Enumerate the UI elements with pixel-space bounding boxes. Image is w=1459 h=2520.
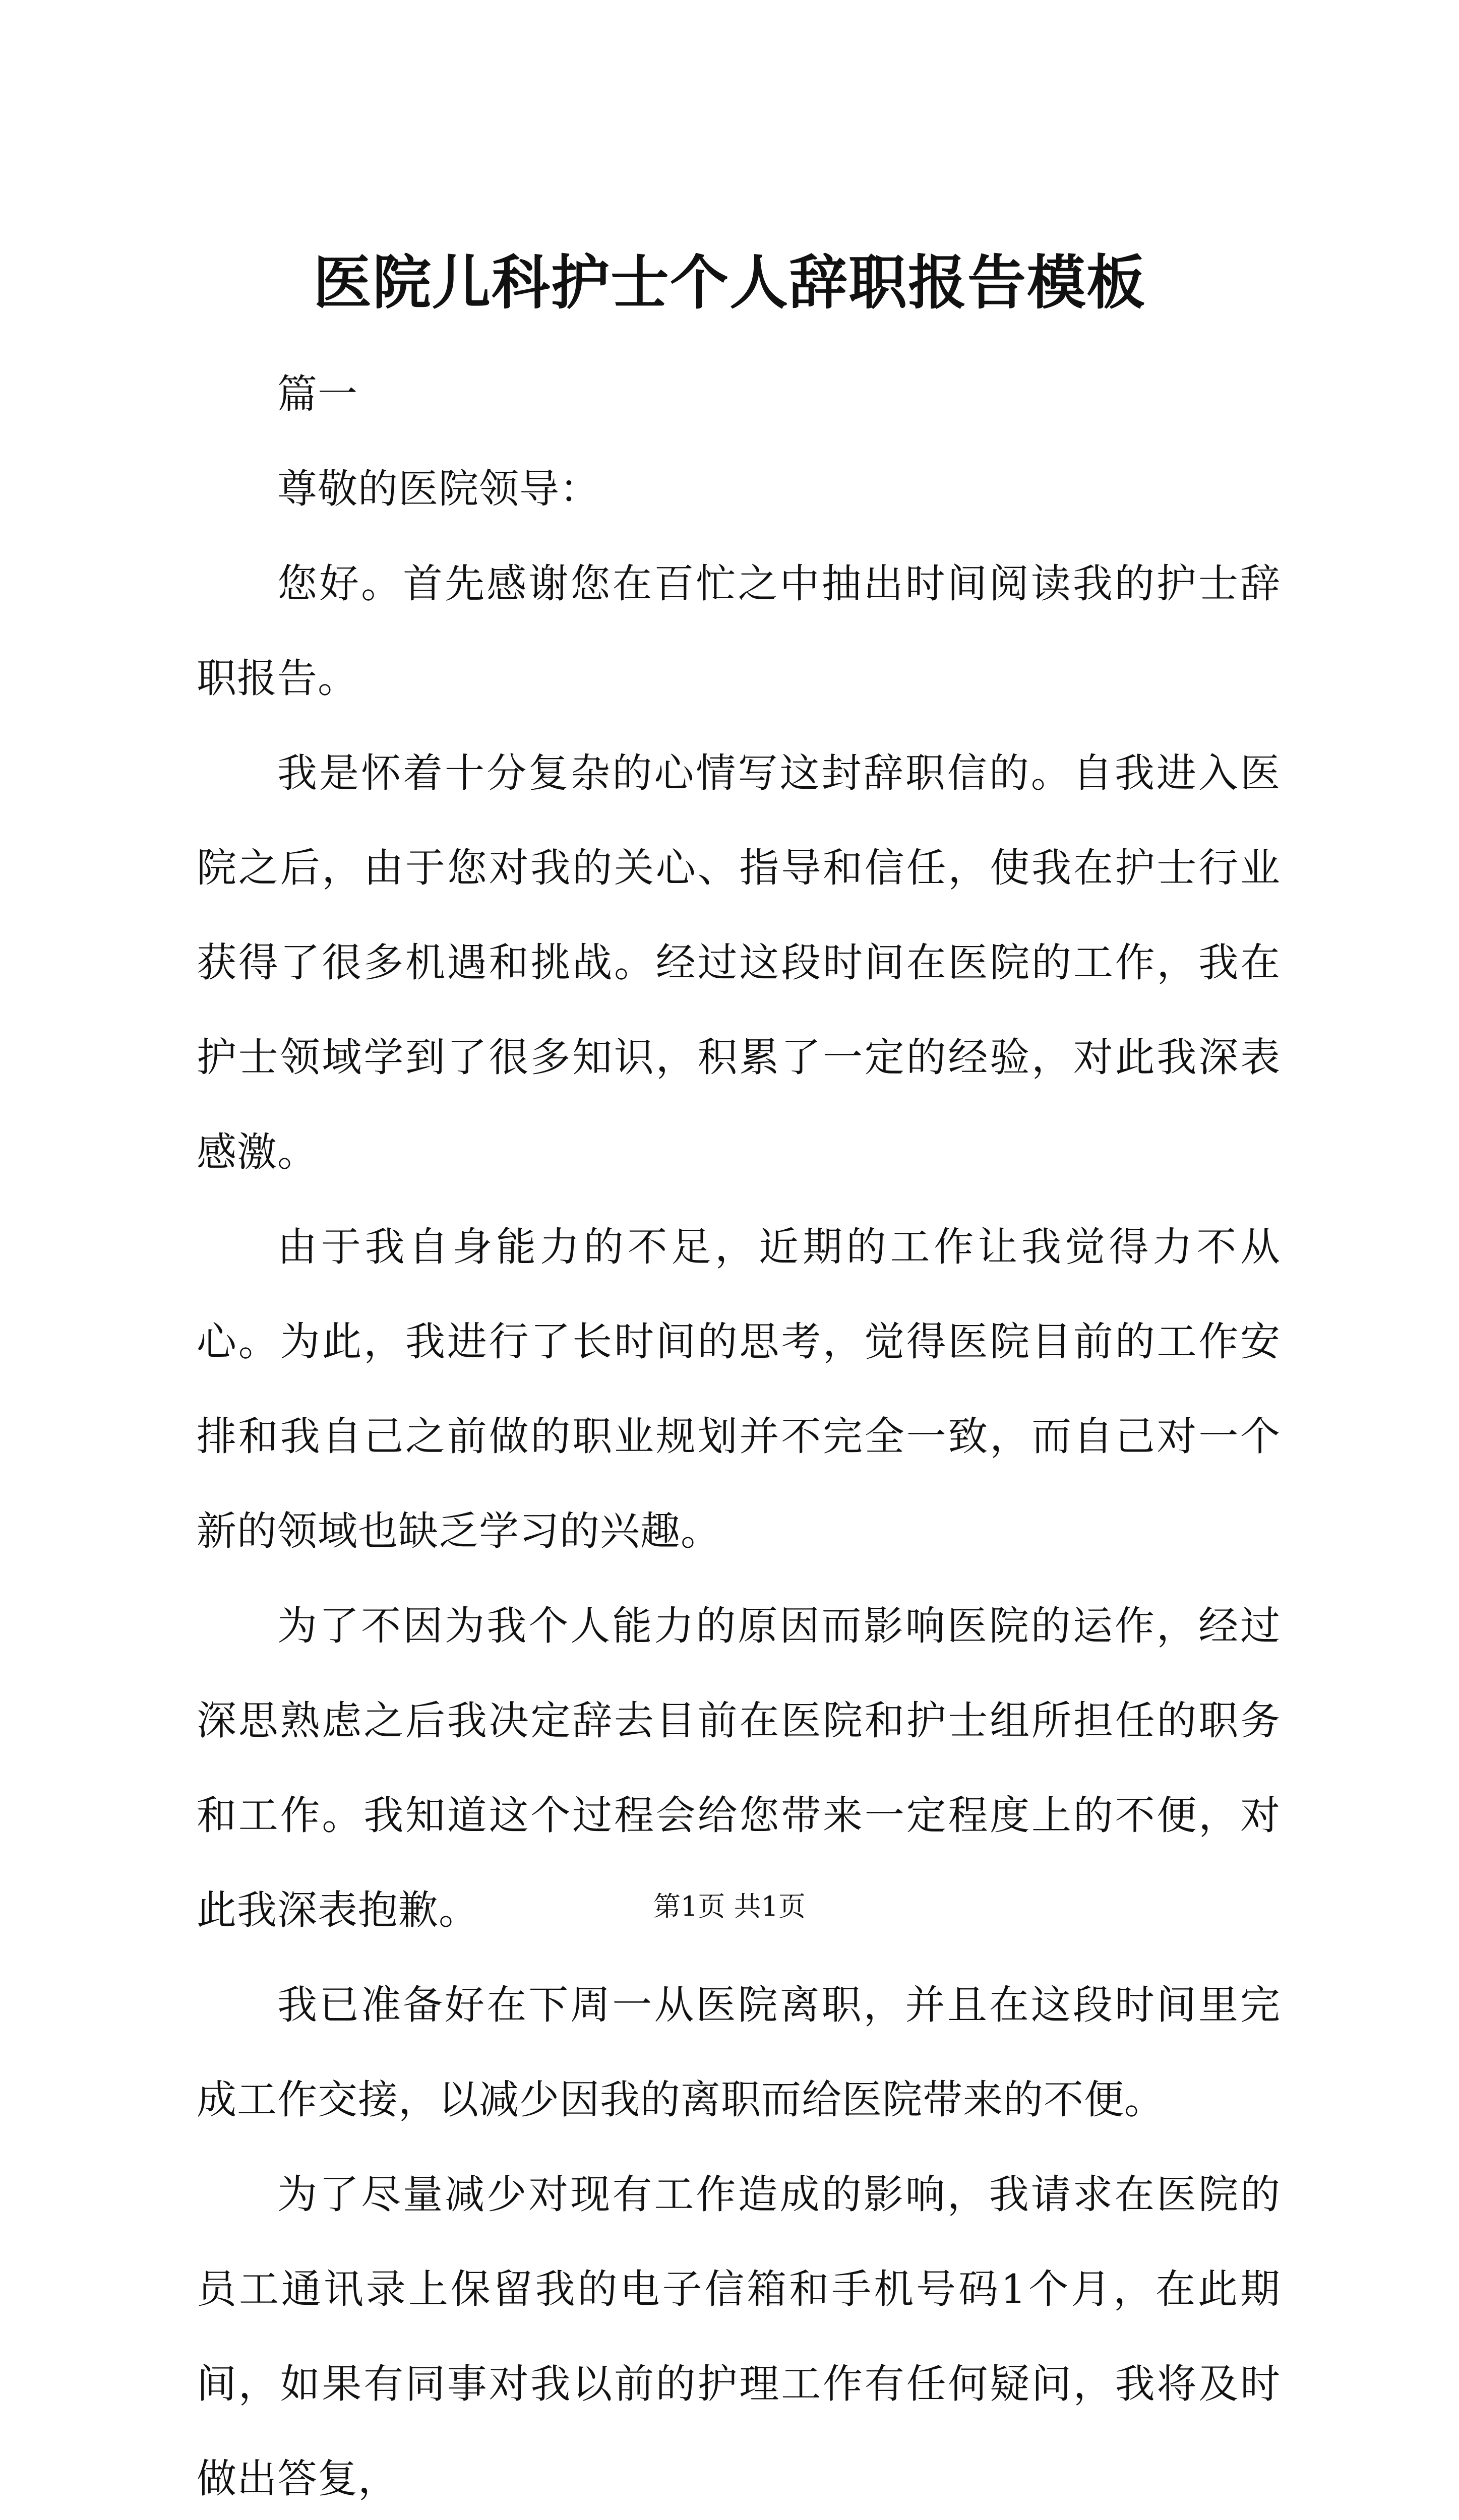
paragraph-greeting: 您好。首先感谢您在百忙之中抽出时间阅读我的护士辞职报告。 [197,560,1281,702]
paragraph-body: 由于我自身能力的不足，近期的工作让我觉得力不从心。为此，我进行了长时间的思考，觉得医院目前的工作安排和我自己之前做的职业规划并不完全一致，而自己对一个新的领域也缺乏学习的兴趣。 [197,1224,1281,1554]
paragraph-body: 我是怀着十分复杂的心情写这封辞职信的。自我进入医院之后，由于您对我的关心、指导和信任，使我在护士行业获得了很多机遇和挑战。经过这段时间在医院的工作，我在护士领域学到了很多知识，积累了一定的经验，对此我深表感激。 [197,750,1281,1175]
document-title: 医院儿科护士个人辞职报告模板 [313,248,1146,317]
paragraph-body: 我已准备好在下周一从医院离职，并且在这段时间里完成工作交接，以减少因我的离职而给医院带来的不便。 [197,1982,1281,2123]
paragraph-section-label: 篇一 [277,371,358,417]
paragraph-body: 为了不因为我个人能力的原因而影响医院的运作，经过深思熟虑之后我决定辞去目前在医院和护士组所担任的职务和工作。我知道这个过程会给您带来一定程度上的不便，对此我深表抱歉。 [197,1603,1281,1933]
paragraph-salutation: 尊敬的医院领导： [277,466,600,512]
page-footer: 第1页 共1页 [653,1891,806,1922]
document-body [197,347,1281,2520]
paragraph-body: 为了尽量减少对现有工作造成的影响，我请求在医院的员工通讯录上保留我的电子信箱和手机号码1个月，在此期间，如果有同事对我以前的护理工作有任何疑问，我将及时做出答复， [197,2171,1281,2502]
